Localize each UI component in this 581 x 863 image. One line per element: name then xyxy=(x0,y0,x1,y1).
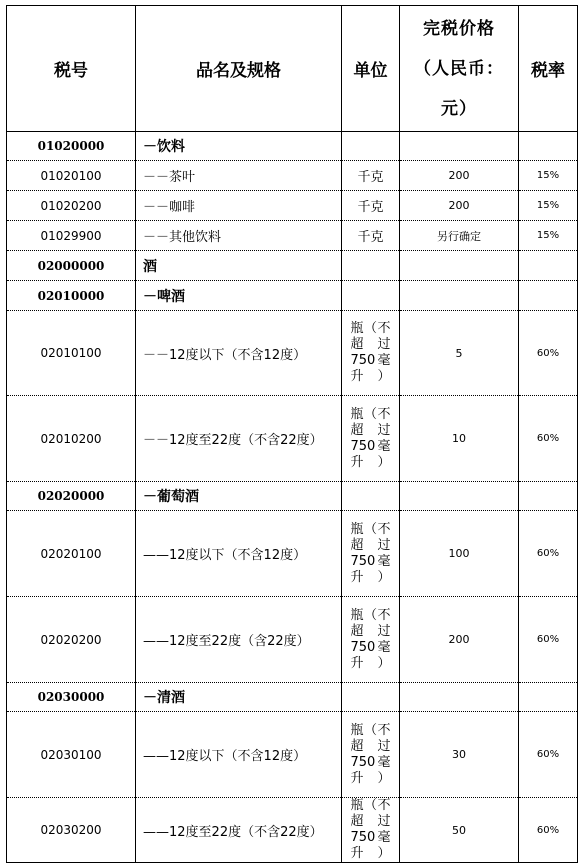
price-cell: 50 xyxy=(400,798,519,863)
tax-code-cell: 01020100 xyxy=(7,161,136,191)
item-name-cell: ——12度以下（不含12度） xyxy=(136,712,342,798)
rate-cell: 60% xyxy=(519,798,578,863)
price-cell: 200 xyxy=(400,597,519,683)
item-name-cell: ——12度以下（不含12度） xyxy=(136,511,342,597)
rate-cell xyxy=(519,251,578,281)
tax-code-cell: 02010000 xyxy=(7,281,136,311)
rate-cell xyxy=(519,132,578,161)
header-code: 税号 xyxy=(7,6,136,132)
unit-cell xyxy=(342,251,400,281)
unit-cell xyxy=(342,683,400,712)
item-name-cell: －饮料 xyxy=(136,132,342,161)
tax-code-cell: 02010100 xyxy=(7,311,136,396)
unit-text: 瓶（不超过750毫升） xyxy=(350,722,391,786)
rate-cell: 60% xyxy=(519,597,578,683)
tax-code-cell: 02000000 xyxy=(7,251,136,281)
item-name-cell: ——12度至22度（不含22度） xyxy=(136,798,342,863)
tax-code-cell: 01020200 xyxy=(7,191,136,221)
price-cell: 30 xyxy=(400,712,519,798)
tax-code-cell: 02030000 xyxy=(7,683,136,712)
price-cell: 10 xyxy=(400,396,519,482)
price-cell xyxy=(400,482,519,511)
tax-code-cell: 01020000 xyxy=(7,132,136,161)
category-row xyxy=(7,281,578,311)
header-row xyxy=(7,6,578,132)
unit-cell xyxy=(342,396,400,482)
rate-cell: 15% xyxy=(519,221,578,251)
item-name-cell: －－12度至22度（不含22度） xyxy=(136,396,342,482)
rate-cell: 60% xyxy=(519,311,578,396)
unit-text: 瓶（不超过750毫升） xyxy=(350,406,391,470)
rate-cell xyxy=(519,482,578,511)
rate-cell xyxy=(519,281,578,311)
unit-text: 瓶（不超过750毫升） xyxy=(350,521,391,585)
price-cell xyxy=(400,251,519,281)
price-cell: 200 xyxy=(400,161,519,191)
item-name-cell: －啤酒 xyxy=(136,281,342,311)
item-row xyxy=(7,511,578,597)
category-row xyxy=(7,482,578,511)
item-name-cell: －葡萄酒 xyxy=(136,482,342,511)
item-row xyxy=(7,396,578,482)
rate-cell: 15% xyxy=(519,161,578,191)
price-cell: 200 xyxy=(400,191,519,221)
rate-cell: 60% xyxy=(519,712,578,798)
unit-cell xyxy=(342,132,400,161)
unit-cell xyxy=(342,798,400,863)
tax-code-cell: 02020000 xyxy=(7,482,136,511)
unit-cell xyxy=(342,511,400,597)
tax-code-cell: 02010200 xyxy=(7,396,136,482)
item-row xyxy=(7,221,578,251)
item-row xyxy=(7,161,578,191)
unit-cell xyxy=(342,712,400,798)
unit-cell: 千克 xyxy=(342,221,400,251)
item-name-cell: ——12度至22度（含22度） xyxy=(136,597,342,683)
item-name-cell: －－12度以下（不含12度） xyxy=(136,311,342,396)
item-name-cell: －－茶叶 xyxy=(136,161,342,191)
item-row xyxy=(7,597,578,683)
item-row xyxy=(7,191,578,221)
header-unit: 单位 xyxy=(342,6,400,132)
tax-code-cell: 01029900 xyxy=(7,221,136,251)
category-row xyxy=(7,251,578,281)
item-row xyxy=(7,311,578,396)
price-cell: 另行确定 xyxy=(400,221,519,251)
unit-text: 瓶（不超过750毫升） xyxy=(350,607,391,671)
rate-cell xyxy=(519,683,578,712)
rate-cell: 60% xyxy=(519,396,578,482)
unit-text: 瓶（不超过750毫升） xyxy=(350,321,391,384)
price-cell: 100 xyxy=(400,511,519,597)
unit-cell xyxy=(342,281,400,311)
category-row xyxy=(7,132,578,161)
header-name: 品名及规格 xyxy=(136,6,342,132)
tax-code-cell: 02020100 xyxy=(7,511,136,597)
category-row xyxy=(7,683,578,712)
price-cell: 5 xyxy=(400,311,519,396)
unit-cell xyxy=(342,597,400,683)
header-rate: 税率 xyxy=(519,6,578,132)
header-price xyxy=(400,6,519,132)
unit-cell xyxy=(342,311,400,396)
tariff-table xyxy=(6,5,578,863)
rate-cell: 15% xyxy=(519,191,578,221)
header-price-text: 完税价格（人民币：元） xyxy=(414,18,504,119)
item-name-cell: －－咖啡 xyxy=(136,191,342,221)
price-cell xyxy=(400,132,519,161)
unit-cell: 千克 xyxy=(342,191,400,221)
item-name-cell: 酒 xyxy=(136,251,342,281)
tax-code-cell: 02020200 xyxy=(7,597,136,683)
item-name-cell: －－其他饮料 xyxy=(136,221,342,251)
item-row xyxy=(7,712,578,798)
tax-code-cell: 02030200 xyxy=(7,798,136,863)
item-row xyxy=(7,798,578,863)
rate-cell: 60% xyxy=(519,511,578,597)
price-cell xyxy=(400,281,519,311)
item-name-cell: －清酒 xyxy=(136,683,342,712)
unit-text: 瓶（不超过750毫升） xyxy=(350,798,391,861)
unit-cell: 千克 xyxy=(342,161,400,191)
unit-cell xyxy=(342,482,400,511)
price-cell xyxy=(400,683,519,712)
tax-code-cell: 02030100 xyxy=(7,712,136,798)
